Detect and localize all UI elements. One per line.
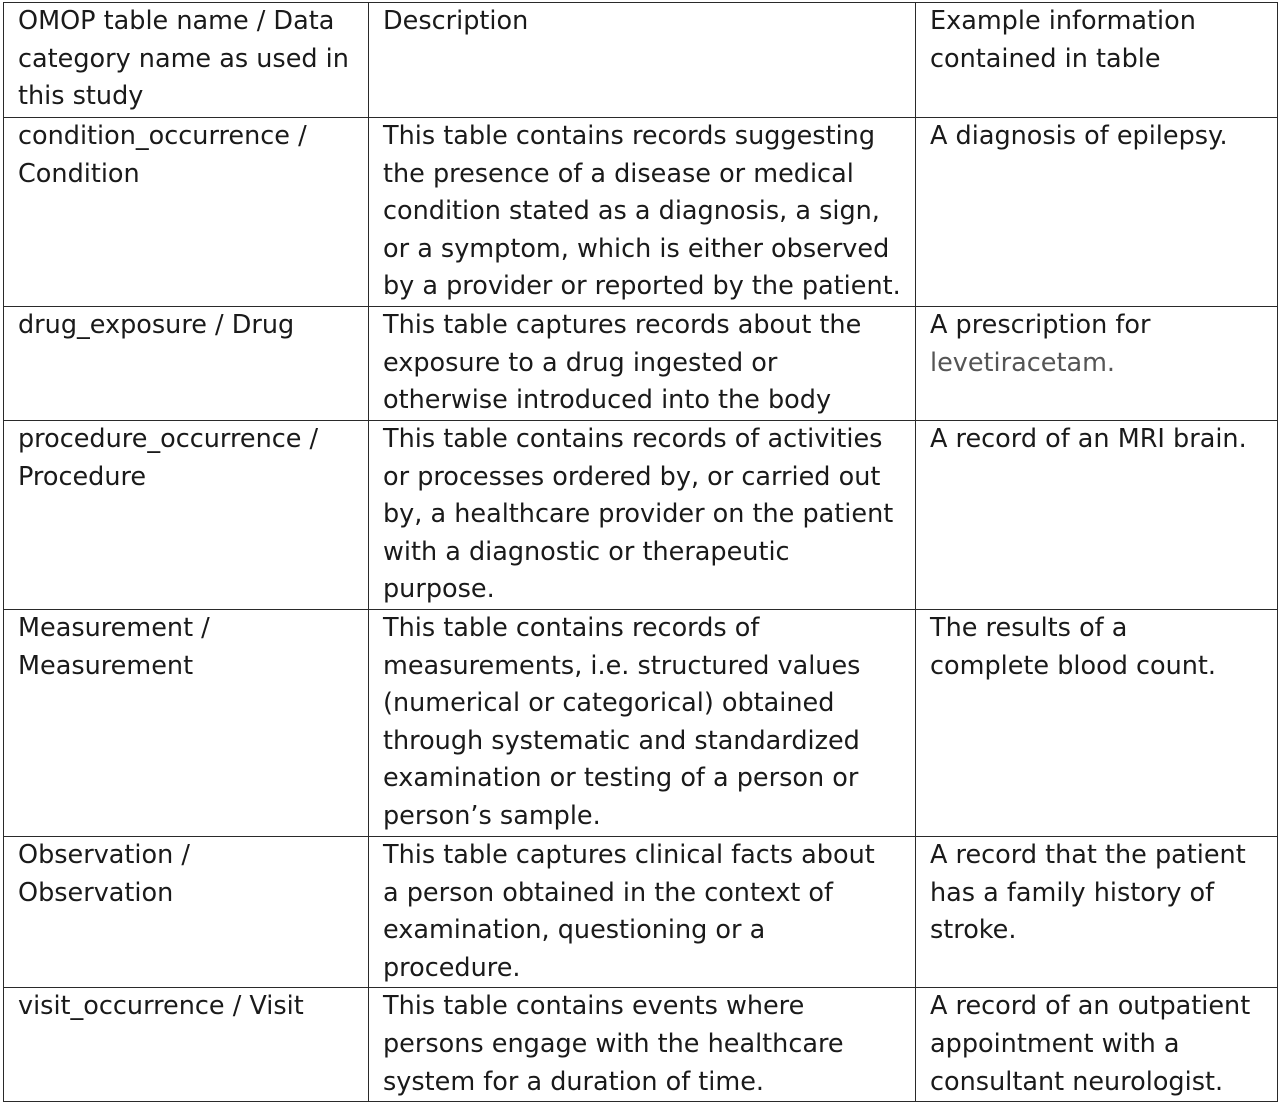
table-row — [4, 988, 1278, 1102]
row-name-cell: visit_occurrence / Visit — [4, 988, 369, 1102]
table-row — [4, 307, 1278, 421]
header-cell-example: Example information contained in table — [916, 3, 1278, 118]
row-description-cell: This table contains records suggesting the presence of a disease or medical condition stated as a diagnosis, a sign, or a symptom, which is either observed by a provider or reported by the patient. — [369, 118, 916, 307]
row-example-cell: A record of an outpatient appointment with a consultant neurologist. — [916, 988, 1278, 1102]
row-description-cell: This table contains events where persons engage with the healthcare system for a duration of time. — [369, 988, 916, 1102]
row-description-cell: This table captures clinical facts about a person obtained in the context of examination, questioning or a procedure. — [369, 837, 916, 988]
header-cell-description: Description — [369, 3, 916, 118]
table-row — [4, 837, 1278, 988]
row-example-cell — [916, 307, 1278, 421]
example-text: A prescription for — [930, 310, 1151, 340]
row-description-cell: This table captures records about the exposure to a drug ingested or otherwise introduced into the body — [369, 307, 916, 421]
table-row — [4, 118, 1278, 307]
drug-name-text: levetiracetam. — [930, 347, 1116, 378]
row-name-cell: drug_exposure / Drug — [4, 307, 369, 421]
row-example-cell: A diagnosis of epilepsy. — [916, 118, 1278, 307]
row-example-cell: The results of a complete blood count. — [916, 610, 1278, 837]
row-name-cell: procedure_occurrence / Procedure — [4, 421, 369, 610]
header-cell-name: OMOP table name / Data category name as used in this study — [4, 3, 369, 118]
row-description-cell: This table contains records of measurements, i.e. structured values (numerical or categorical) obtained through systematic and standardized examination or testing of a person or person’s sample. — [369, 610, 916, 837]
table-row — [4, 421, 1278, 610]
omop-tables-table — [3, 2, 1278, 1102]
row-example-cell: A record of an MRI brain. — [916, 421, 1278, 610]
row-name-cell: condition_occurrence / Condition — [4, 118, 369, 307]
row-description-cell: This table contains records of activities or processes ordered by, or carried out by, a healthcare provider on the patient with a diagnostic or therapeutic purpose. — [369, 421, 916, 610]
row-name-cell: Measurement / Measurement — [4, 610, 369, 837]
row-name-cell: Observation / Observation — [4, 837, 369, 988]
table-row — [4, 610, 1278, 837]
row-example-cell: A record that the patient has a family history of stroke. — [916, 837, 1278, 988]
table-header-row — [4, 3, 1278, 118]
